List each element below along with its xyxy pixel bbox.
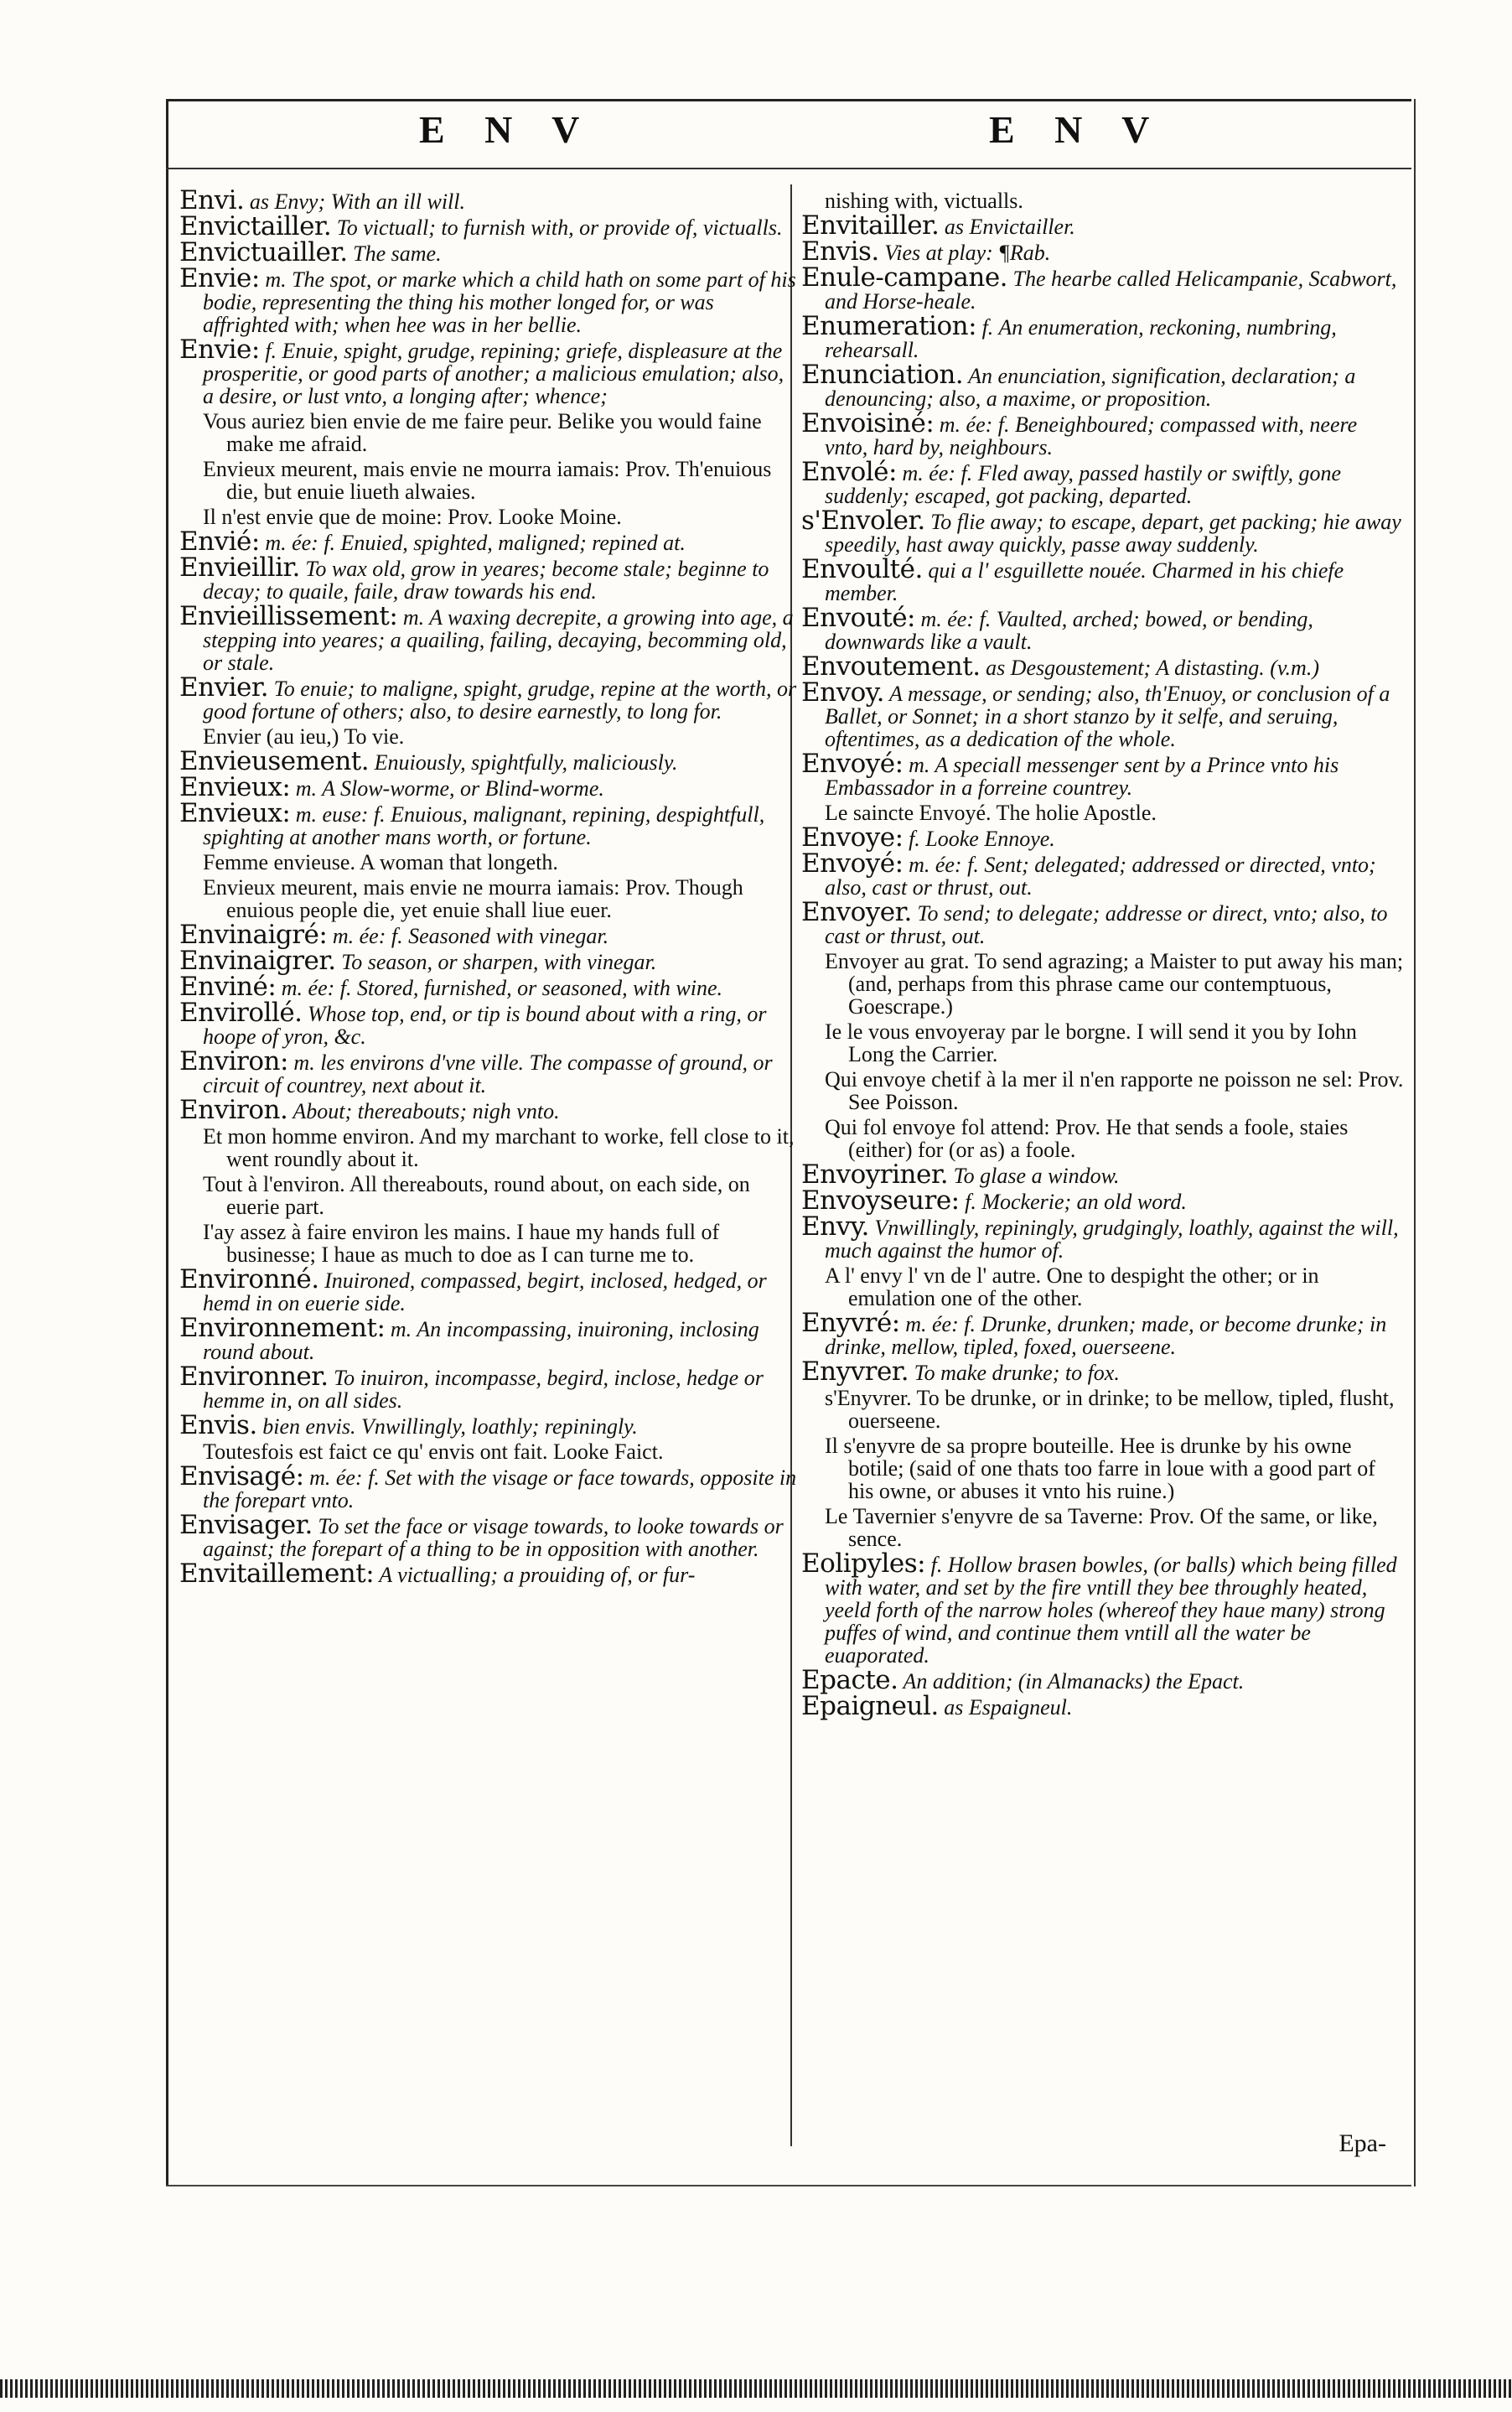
headword: Envinaigré:	[179, 920, 328, 950]
headword: Environnement:	[179, 1313, 386, 1343]
gloss: m. ée: f. Enuied, spighted, maligned; repined at.	[259, 531, 686, 555]
gloss: as Envy; With an ill will.	[244, 189, 465, 214]
gloss: The same.	[347, 241, 442, 266]
headword: Environné.	[179, 1264, 319, 1294]
gloss: as Envictailler.	[939, 215, 1075, 239]
sub-entry: Envier (au ieu,) To vie.	[203, 724, 405, 749]
headword: Envieillissement:	[179, 601, 398, 631]
dictionary-entry	[801, 822, 1405, 853]
sub-entry: nishing with, victualls.	[825, 189, 1023, 213]
dictionary-entry	[801, 897, 1405, 948]
gloss: m. les environs d'vne ville. The compasse of ground, or circuit of countrey, next about it.	[203, 1050, 773, 1097]
dictionary-entry	[179, 335, 800, 408]
gloss: About; thereabouts; nigh vnto.	[287, 1099, 560, 1123]
gloss: The hearbe called Helicampanie, Scabwort, and Horse-heale.	[825, 267, 1397, 314]
gloss: m. A Slow-worme, or Blind-worme.	[290, 776, 604, 801]
sub-entry: Femme envieuse. A woman that longeth.	[203, 850, 558, 874]
running-head-left: E N V	[419, 108, 595, 151]
headword: Enunciation.	[801, 360, 964, 390]
gloss: m. euse: f. Enuious, malignant, repining, despightfull, spighting at another mans worth, or fortune.	[203, 802, 765, 849]
gloss: as Espaigneul.	[938, 1695, 1073, 1720]
left-column	[179, 185, 800, 1589]
headword: Envis.	[801, 236, 879, 267]
gloss: To glase a window.	[948, 1164, 1120, 1188]
gloss: To victuall; to furnish with, or provide of, victualls.	[331, 215, 783, 240]
headword: Environ.	[179, 1095, 288, 1125]
dictionary-entry	[179, 972, 800, 1002]
right-column	[801, 189, 1405, 1721]
sub-entry: Et mon homme environ. And my marchant to worke, fell close to it, went roundly about it.	[203, 1124, 795, 1171]
dictionary-entry	[801, 360, 1405, 411]
headword: Enule-campane.	[801, 262, 1008, 293]
gloss: Enuiously, spightfully, maliciously.	[369, 750, 678, 775]
gloss: qui a l' esguillette nouée. Charmed in his chiefe member.	[825, 558, 1344, 605]
gloss: m. ée: f. Sent; delegated; addressed or directed, vnto; also, cast or thrust, out.	[825, 853, 1376, 900]
gloss: A victualling; a prouiding of, or fur-	[374, 1563, 696, 1587]
dictionary-entry	[801, 1211, 1405, 1263]
gloss: To season, or sharpen, with vinegar.	[335, 950, 657, 974]
header-top-rule	[166, 99, 1411, 101]
headword: Envie:	[179, 263, 260, 293]
dictionary-entry	[179, 746, 800, 776]
dictionary-entry	[801, 311, 1405, 362]
headword: Enyvrer.	[801, 1356, 909, 1387]
sub-entry: Ie le vous envoyeray par le borgne. I will send it you by Iohn Long the Carrier.	[825, 1019, 1357, 1066]
headword: Envis.	[179, 1410, 257, 1440]
gloss: bien envis. Vnwillingly, loathly; repiningly.	[256, 1414, 638, 1439]
headword: Envoutement.	[801, 651, 981, 682]
headword: Envitaillement:	[179, 1559, 375, 1589]
headword: Enyvré:	[801, 1308, 900, 1338]
dictionary-entry	[801, 749, 1405, 800]
dictionary-entry	[179, 798, 800, 849]
dictionary-entry	[179, 946, 800, 976]
dictionary-entry	[179, 211, 800, 241]
dictionary-entry	[179, 1410, 800, 1440]
dictionary-entry	[179, 1362, 800, 1413]
sub-entry: Envieux meurent, mais envie ne mourra iamais: Prov. Though enuious people die, yet enuie shall liue euer.	[203, 875, 743, 922]
dictionary-entry	[801, 457, 1405, 508]
headword: Envoyriner.	[801, 1159, 949, 1190]
sub-entry: Vous auriez bien envie de me faire peur. Belike you would faine make me afraid.	[203, 409, 762, 456]
headword: Envoyer.	[801, 897, 912, 927]
headword: Envi.	[179, 185, 245, 215]
gloss: Vies at play: ¶Rab.	[878, 241, 1051, 265]
gloss: m. ée: f. Beneighboured; compassed with, neere vnto, hard by, neighbours.	[825, 412, 1358, 459]
dictionary-entry	[801, 1356, 1405, 1387]
gloss: f. Enuie, spight, grudge, repining; griefe, displeasure at the prosperitie, or good parts of another; a malicious emulation; also, a desire, or lust vnto, a longing after; whence;	[203, 339, 784, 408]
dictionary-entry	[179, 263, 800, 337]
headword: Envinaigrer.	[179, 946, 336, 976]
dictionary-entry	[179, 772, 800, 802]
headword: Environ:	[179, 1046, 288, 1076]
gloss: An addition; (in Almanacks) the Epact.	[898, 1669, 1245, 1694]
headword: Envy.	[801, 1211, 869, 1242]
sub-entry: Toutesfois est faict ce qu' envis ont fait. Looke Faict.	[203, 1439, 664, 1464]
dictionary-entry	[801, 1691, 1405, 1721]
headword: Envisager.	[179, 1510, 313, 1540]
dictionary-entry	[179, 601, 800, 675]
gloss: as Desgoustement; A distasting. (v.m.)	[980, 656, 1319, 680]
headword: Envictailler.	[179, 211, 332, 241]
gloss: m. A speciall messenger sent by a Prince vnto his Embassador in a forreine countrey.	[825, 753, 1339, 800]
headword: Envisagé:	[179, 1461, 304, 1491]
headword: Enumeration:	[801, 311, 977, 341]
dictionary-entry	[801, 651, 1405, 682]
gloss: m. ée: f. Seasoned with vinegar.	[327, 924, 609, 948]
gloss: f. Looke Ennoye.	[903, 827, 1055, 851]
header-bottom-rule	[166, 168, 1411, 169]
dictionary-entry	[179, 237, 800, 267]
dictionary-entry	[179, 672, 800, 724]
dictionary-entry	[179, 1264, 800, 1315]
headword: Envoyé:	[801, 848, 904, 879]
headword: Envoy.	[801, 677, 885, 708]
bottom-rule	[166, 2185, 1411, 2186]
gloss: Vnwillingly, repiningly, grudgingly, loathly, against the will, much against the humor of.	[825, 1216, 1399, 1263]
scan-edge-band	[0, 2379, 1512, 2398]
headword: Envitailler.	[801, 210, 940, 241]
gloss: m. ée: f. Drunke, drunken; made, or become drunke; in drinke, mellow, tipled, foxed, ouerseene.	[825, 1312, 1387, 1359]
sub-entry: s'Enyvrer. To be drunke, or in drinke; to be mellow, tipled, flusht, ouerseene.	[825, 1386, 1395, 1433]
dictionary-entry	[179, 1046, 800, 1097]
gloss: To inuiron, incompasse, begird, inclose, hedge or hemme in, on all sides.	[203, 1366, 764, 1413]
headword: Envoulté.	[801, 554, 923, 584]
sub-entry: I'ay assez à faire environ les mains. I haue my hands full of businesse; I haue as much to doe as I can turne me to.	[203, 1220, 720, 1267]
headword: Envie:	[179, 335, 260, 365]
dictionary-entry	[801, 236, 1405, 267]
gloss: A message, or sending; also, th'Enuoy, or conclusion of a Ballet, or Sonnet; in a short stanzo by it selfe, and seruing, oftentimes, as a dedication of the whole.	[825, 682, 1390, 751]
headword: Envieux:	[179, 772, 291, 802]
dictionary-entry	[801, 1548, 1405, 1668]
dictionary-entry	[801, 848, 1405, 900]
headword: Envolé:	[801, 457, 897, 487]
dictionary-entry	[801, 506, 1405, 557]
headword: Epaigneul.	[801, 1691, 939, 1721]
dictionary-entry	[801, 1159, 1405, 1190]
gloss: m. ée: f. Fled away, passed hastily or swiftly, gone suddenly; escaped, got packing, departed.	[825, 461, 1342, 508]
headword: Enviné:	[179, 972, 277, 1002]
sub-entry: Envieux meurent, mais envie ne mourra iamais: Prov. Th'enuious die, but enuie liueth alwaies.	[203, 457, 772, 504]
gloss: m. An incompassing, inuironing, inclosing round about.	[203, 1317, 759, 1364]
headword: Envoyseure:	[801, 1185, 960, 1216]
dictionary-entry	[801, 554, 1405, 605]
dictionary-entry	[179, 1313, 800, 1364]
headword: Envouté:	[801, 603, 915, 633]
dictionary-entry	[801, 603, 1405, 654]
dictionary-entry	[801, 1185, 1405, 1216]
sub-entry: A l' envy l' vn de l' autre. One to despight the other; or in emulation one of the other.	[825, 1263, 1319, 1310]
sub-entry: Qui fol envoye fol attend: Prov. He that sends a foole, staies (either) for (or as) a foole.	[825, 1115, 1349, 1162]
gloss: To wax old, grow in yeares; become stale; beginne to decay; to quaile, faile, draw towards his end.	[203, 557, 769, 604]
sub-entry: Envoyer au grat. To send agrazing; a Maister to put away his man; (and, perhaps from this phrase came our contemptuous, Goescrape.)	[825, 949, 1404, 1019]
dictionary-entry	[801, 1665, 1405, 1695]
headword: Envoisiné:	[801, 408, 935, 438]
dictionary-entry	[179, 920, 800, 950]
gloss: m. The spot, or marke which a child hath on some part of his bodie, representing the thing his mother longed for, or was affrighted with; when hee was in her bellie.	[203, 267, 796, 337]
running-head-right: E N V	[989, 108, 1165, 151]
gloss: f. An enumeration, reckoning, numbring, rehearsall.	[825, 315, 1337, 362]
catchword: Epa-	[1339, 2129, 1386, 2157]
gloss: To set the face or visage towards, to looke towards or against; the forepart of a thing to be in opposition with another.	[203, 1514, 784, 1561]
gloss: m. ée: f. Vaulted, arched; bowed, or bending, downwards like a vault.	[825, 607, 1313, 654]
gloss: f. Mockerie; an old word.	[959, 1190, 1187, 1214]
dictionary-entry	[801, 262, 1405, 314]
headword: Envoye:	[801, 822, 904, 853]
gloss: To enuie; to maligne, spight, grudge, repine at the worth, or good fortune of others; also, to desire earnestly, to long for.	[203, 677, 797, 724]
dictionary-entry	[179, 526, 800, 557]
dictionary-entry	[179, 1461, 800, 1512]
headword: Envié:	[179, 526, 260, 557]
dictionary-entry	[179, 552, 800, 604]
gloss: Inuironed, compassed, begirt, inclosed, hedged, or hemd in on euerie side.	[203, 1268, 767, 1315]
sub-entry: Le saincte Envoyé. The holie Apostle.	[825, 801, 1157, 825]
gloss: m. ée: f. Set with the visage or face towards, opposite in the forepart vnto.	[203, 1465, 797, 1512]
dictionary-entry	[179, 185, 800, 215]
dictionary-entry	[179, 1095, 800, 1125]
sub-entry: Qui envoye chetif à la mer il n'en rapporte ne poisson ne sel: Prov. See Poisson.	[825, 1067, 1404, 1114]
gloss: To send; to delegate; addresse or direct, vnto; also, to cast or thrust, out.	[825, 901, 1388, 948]
sub-entry: Tout à l'environ. All thereabouts, round about, on each side, on euerie part.	[203, 1172, 750, 1219]
headword: Envieusement.	[179, 746, 370, 776]
gloss: An enunciation, signification, declaration; a denouncing; also, a maxime, or proposition.	[825, 364, 1356, 411]
gloss: To make drunke; to fox.	[909, 1361, 1120, 1385]
sub-entry: Il n'est envie que de moine: Prov. Looke Moine.	[203, 505, 622, 529]
dictionary-entry	[179, 1559, 800, 1589]
headword: Envieux:	[179, 798, 291, 828]
dictionary-entry	[179, 1510, 800, 1561]
gloss: To flie away; to escape, depart, get packing; hie away speedily, hast away quickly, passe away suddenly.	[825, 510, 1401, 557]
headword: Epacte.	[801, 1665, 898, 1695]
dictionary-entry	[801, 1308, 1405, 1359]
dictionary-entry	[801, 677, 1405, 751]
gloss: f. Hollow brasen bowles, (or balls) which being filled with water, and set by the fire vntill they bee throughly heated, yeeld forth of the narrow holes (whereof they haue many) strong puffes of wind, and continue them vntill all the water be euaporated.	[825, 1553, 1397, 1668]
dictionary-entry	[801, 408, 1405, 459]
headword: Envieillir.	[179, 552, 300, 583]
headword: Environner.	[179, 1362, 329, 1392]
sub-entry: Il s'enyvre de sa propre bouteille. Hee is drunke by his owne botile; (said of one thats too farre in loue with a good part of his owne, or abuses it vnto his ruine.)	[825, 1434, 1375, 1503]
headword: Envirollé.	[179, 998, 303, 1028]
headword: Envoyé:	[801, 749, 904, 779]
gloss: m. A waxing decrepite, a growing into age, a stepping into yeares; a quailing, failing, decaying, becomming old, or stale.	[203, 605, 794, 675]
sub-entry: Le Tavernier s'enyvre de sa Taverne: Prov. Of the same, or like, sence.	[825, 1504, 1378, 1551]
headword: Envictuailler.	[179, 237, 348, 267]
headword: s'Envoler.	[801, 506, 925, 536]
dictionary-entry	[179, 998, 800, 1049]
headword: Envier.	[179, 672, 269, 703]
headword: Eolipyles:	[801, 1548, 926, 1579]
dictionary-entry	[801, 210, 1405, 241]
gloss: Whose top, end, or tip is bound about with a ring, or hoope of yron, &c.	[203, 1002, 767, 1049]
gloss: m. ée: f. Stored, furnished, or seasoned, with wine.	[276, 976, 722, 1000]
